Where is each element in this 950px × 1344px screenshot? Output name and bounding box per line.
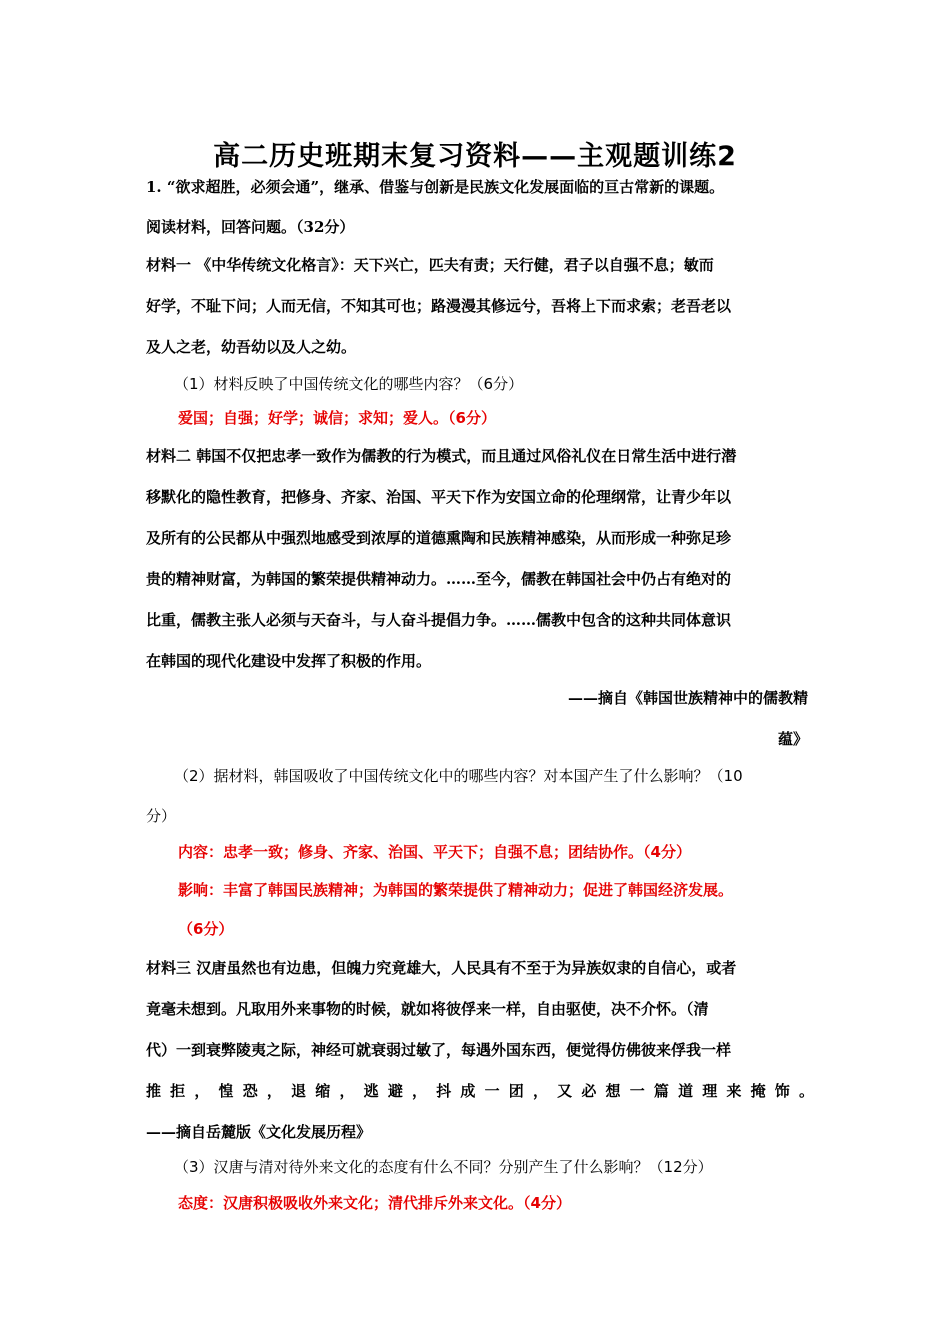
answer-2: 内容：忠孝一致；修身、齐家、治国、平天下；自强不息；团结协作。（4分） [178,843,691,861]
question-1-intro: 1. “欲求超胜，必须会通”，继承、借鉴与创新是民族文化发展面临的亘古常新的课题。 [146,178,725,196]
material-2-source: ——摘自《韩国世族精神中的儒教精 [567,689,808,707]
sub-question-1: （1）材料反映了中国传统文化的哪些内容？（6分） [174,375,524,393]
question-1-instruction: 阅读材料，回答问题。（32分） [146,218,355,236]
material-1-line: 及人之老，幼吾幼以及人之幼。 [146,338,357,356]
material-3-line: 推拒，惶恐，退缩，逃避，抖成一团，又必想一篇道理来掩饰。 [146,1082,814,1100]
material-2-line: 移默化的隐性教育，把修身、齐家、治国、平天下作为安国立命的伦理纲常，让青少年以 [146,488,732,506]
material-2-source: 蕴》 [777,730,808,748]
sub-question-3: （3）汉唐与清对待外来文化的态度有什么不同？分别产生了什么影响？（12分） [174,1158,713,1176]
material-3-line: 代）一到衰弊陵夷之际，神经可就衰弱过敏了，每遇外国东西，便觉得仿佛彼来俘我一样 [146,1041,732,1059]
material-1-line: 材料一 《中华传统文化格言》：天下兴亡，匹夫有责；天行健，君子以自强不息；敏而 [146,256,714,274]
sub-question-2: （2）据材料，韩国吸收了中国传统文化中的哪些内容？对本国产生了什么影响？（10 [174,767,743,785]
material-3-source: ——摘自岳麓版《文化发展历程》 [146,1123,372,1141]
answer-1: 爱国；自强；好学；诚信；求知；爱人。（6分） [178,409,496,427]
answer-3: 态度：汉唐积极吸收外来文化；清代排斥外来文化。（4分） [178,1194,571,1212]
material-2-line: 及所有的公民都从中强烈地感受到浓厚的道德熏陶和民族精神感染，从而形成一种弥足珍 [146,529,732,547]
material-2-line: 在韩国的现代化建设中发挥了积极的作用。 [146,652,432,670]
material-2-line: 贵的精神财富，为韩国的繁荣提供精神动力。……至今，儒教在韩国社会中仍占有绝对的 [146,570,732,588]
material-3-line: 竟毫未想到。凡取用外来事物的时候，就如将彼俘来一样，自由驱使，决不介怀。（清 [146,1000,709,1018]
material-2-line: 材料二 韩国不仅把忠孝一致作为儒教的行为模式，而且通过风俗礼仪在日常生活中进行潜 [146,447,737,465]
sub-question-2: 分） [146,807,177,825]
material-1-line: 好学，不耻下问；人而无信，不知其可也；路漫漫其修远兮，吾将上下而求索；老吾老以 [146,297,732,315]
page-title: 高二历史班期末复习资料——主观题训练2 [213,141,737,172]
material-2-line: 比重，儒教主张人必须与天奋斗，与人奋斗提倡力争。……儒教中包含的这种共同体意识 [146,611,732,629]
material-3-line: 材料三 汉唐虽然也有边患，但魄力究竟雄大，人民具有不至于为异族奴隶的自信心，或者 [146,959,737,977]
answer-2: （6分） [178,920,234,938]
answer-2: 影响：丰富了韩国民族精神；为韩国的繁荣提供了精神动力；促进了韩国经济发展。 [178,881,734,899]
